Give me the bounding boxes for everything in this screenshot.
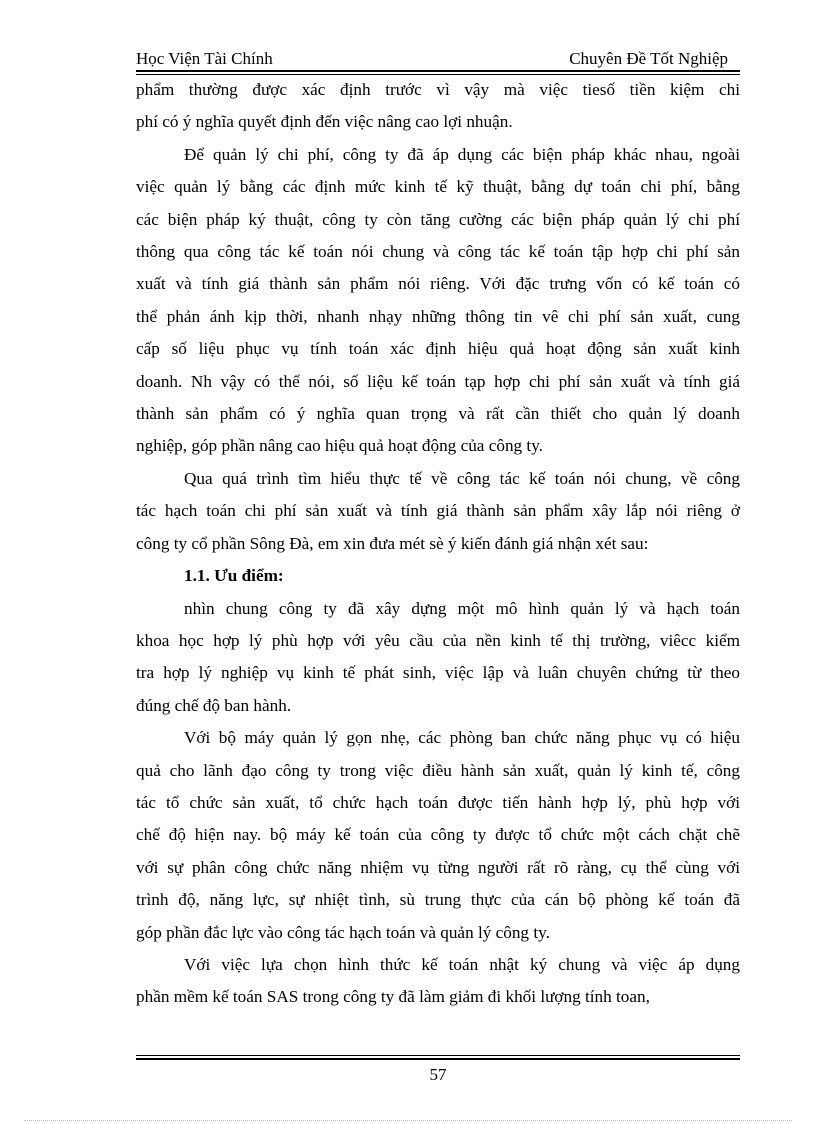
paragraph-group-1 xyxy=(136,74,740,560)
paragraph-line: Qua quá trình tìm hiểu thực tế về công tác kế toán nói chung, về công xyxy=(184,468,740,488)
section-heading: 1.1. Ưu điểm: xyxy=(184,566,284,586)
paragraph-line: Để quản lý chi phí, công ty đã áp dụng các biện pháp khác nhau, ngoài xyxy=(184,144,740,164)
paragraph-line: phí có ý nghĩa quyết định đến việc nâng cao lợi nhuận. xyxy=(136,112,513,132)
paragraph-line: các biện pháp ký thuật, công ty còn tăng cường các biện pháp quản lý chi phí xyxy=(136,209,740,229)
paragraph-line: góp phần đắc lực vào công tác hạch toán và quản lý công ty. xyxy=(136,922,550,942)
paragraph-line: Với việc lựa chọn hình thức kế toán nhật ký chung và việc áp dụng xyxy=(184,954,740,974)
paragraph-line: công ty cổ phần Sông Đà, em xin đưa mét sè ý kiến đánh giá nhận xét sau: xyxy=(136,533,649,553)
header-left-text: Học Viện Tài Chính xyxy=(136,49,273,68)
paragraph-line: với sự phân công chức năng nhiệm vụ từng người rất rõ ràng, cụ thể cùng với xyxy=(136,857,740,877)
paragraph-line: phần mềm kế toán SAS trong công ty đã làm giảm đi khối lượng tính toan, xyxy=(136,987,650,1007)
paragraph-line: đúng chế độ ban hành. xyxy=(136,695,292,715)
page-number: 57 xyxy=(429,1065,447,1084)
paragraph-line: quả cho lãnh đạo công ty trong việc điều hành sản xuất, quản lý kinh tế, công xyxy=(136,760,740,780)
paragraph-group-2 xyxy=(136,593,740,1014)
paragraph-line: thông qua công tác kế toán nói chung và công tác kế toán tập hợp chi phí sản xyxy=(136,242,740,262)
page-bottom-dotted-line xyxy=(24,1120,792,1121)
header-rule xyxy=(136,70,740,72)
paragraph-line: Với bộ máy quản lý gọn nhẹ, các phòng ban chức năng phục vụ có hiệu xyxy=(184,728,740,748)
paragraph-line: việc quản lý bằng các định mức kinh tế kỹ thuật, bằng dự toán chi phí, bằng xyxy=(136,177,740,197)
paragraph-line: xuất và tính giá thành sản phẩm nói riêng. Với đặc trưng vốn có kế toán có xyxy=(136,274,740,294)
paragraph-line: nhìn chung công ty đã xây dựng một mô hình quản lý và hạch toán xyxy=(184,598,740,618)
footer-rule xyxy=(136,1058,740,1060)
paragraph-line: trình độ, năng lực, sự nhiệt tình, sù trung thực của cán bộ phòng kế toán đã xyxy=(136,890,740,910)
page-header xyxy=(136,47,740,69)
document-body xyxy=(136,74,740,1014)
header-right-text: Chuyên Đề Tốt Nghiệp xyxy=(569,49,728,68)
paragraph-line: tác hạch toán chi phí sản xuất và tính giá thành sản phẩm xây lắp nói riêng ở xyxy=(136,501,740,521)
paragraph-line: khoa học hợp lý phù hợp với yêu cầu của nền kinh tế thị trường, viêcc kiểm xyxy=(136,630,740,650)
paragraph-line: cấp số liệu phục vụ tính toán xác định hiệu quả hoạt động sản xuất kinh xyxy=(136,339,740,359)
paragraph-line: tra hợp lý nghiệp vụ kinh tế phát sinh, việc lập và luân chuyên chứng từ theo xyxy=(136,663,740,683)
footer-rule-thin xyxy=(136,1055,740,1056)
paragraph-line: tác tổ chức sản xuất, tổ chức hạch toán được tiến hành hợp lý, phù hợp với xyxy=(136,792,740,812)
paragraph-line: thể phản ánh kịp thời, nhanh nhạy những thông tin vê chi phí sản xuất, cung xyxy=(136,306,740,326)
paragraph-line: doanh. Nh vậy có thể nói, số liệu kế toán tạp hợp chi phí sản xuất và tính giá xyxy=(136,371,740,391)
paragraph-line: nghiệp, góp phần nâng cao hiệu quả hoạt động của công ty. xyxy=(136,436,543,456)
paragraph-line: chế độ hiện nay. bộ máy kế toán của công ty được tổ chức một cách chặt chẽ xyxy=(136,825,740,845)
paragraph-line: thành sản phẩm có ý nghĩa quan trọng và rất cần thiết cho quản lý doanh xyxy=(136,404,740,424)
paragraph-line: phẩm thường được xác định trước vì vậy mà việc tiesố tiền kiệm chi xyxy=(136,80,740,99)
